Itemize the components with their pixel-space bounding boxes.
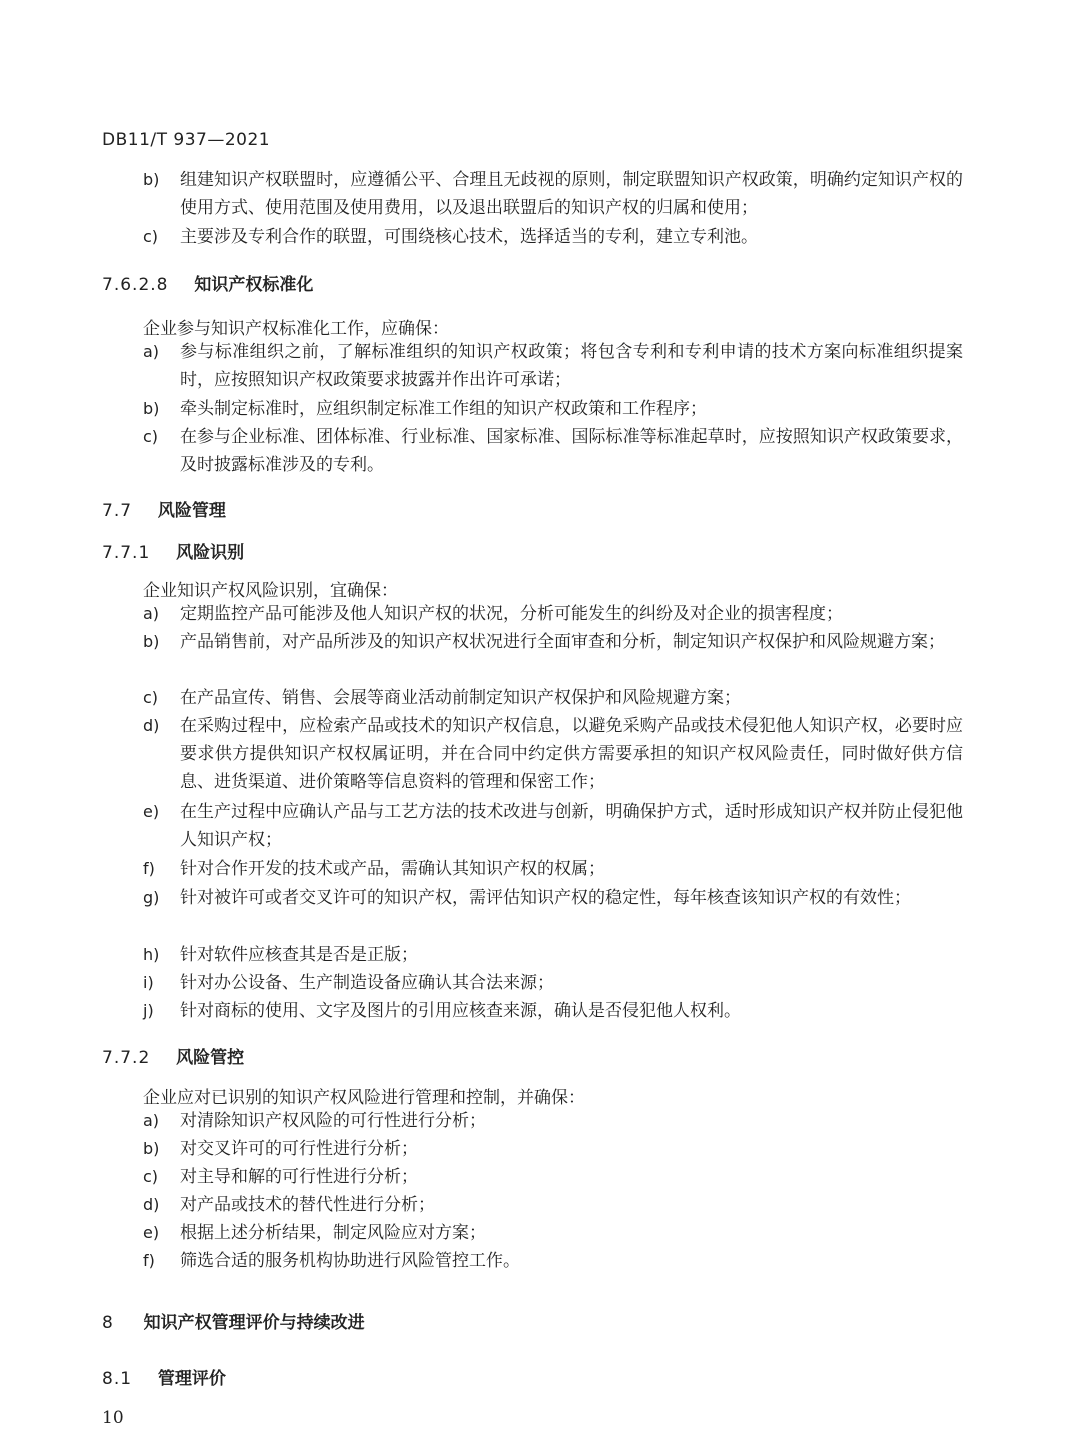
list-marker: b)	[143, 1139, 160, 1158]
list-marker: d)	[143, 716, 160, 735]
section-number: 7.6.2.8	[102, 275, 169, 295]
section-intro: 企业参与知识产权标准化工作，应确保：	[143, 319, 449, 339]
list-item	[143, 997, 963, 1025]
list-text: 牵头制定标准时，应组织制定标准工作组的知识产权政策和工作程序；	[180, 399, 707, 419]
list-text: 筛选合适的服务机构协助进行风险管控工作。	[180, 1251, 520, 1271]
list-text: 针对被许可或者交叉许可的知识产权，需评估知识产权的稳定性，每年核查该知识产权的有效性；	[180, 888, 911, 908]
section-title: 知识产权管理评价与持续改进	[143, 1313, 365, 1333]
list-marker: g)	[143, 888, 160, 907]
section-heading-7-7	[102, 496, 226, 521]
list-marker: h)	[143, 945, 160, 964]
list-item	[143, 166, 963, 222]
list-marker: e)	[143, 1223, 160, 1242]
list-text: 针对商标的使用、文字及图片的引用应核查来源，确认是否侵犯他人权利。	[180, 1001, 741, 1021]
list-marker: d)	[143, 1195, 160, 1214]
list-item	[143, 338, 963, 394]
list-item	[143, 600, 963, 628]
list-marker: a)	[143, 1111, 160, 1130]
list-text: 对清除知识产权风险的可行性进行分析；	[180, 1111, 486, 1131]
list-text: 对产品或技术的替代性进行分析；	[180, 1195, 435, 1215]
document-code: DB11/T 937—2021	[102, 130, 271, 150]
list-marker: a)	[143, 604, 160, 623]
list-item	[143, 1191, 963, 1219]
section-number: 7.7.2	[102, 1048, 151, 1068]
list-marker: b)	[143, 170, 160, 189]
list-item	[143, 1135, 963, 1163]
list-item	[143, 941, 963, 969]
list-marker: f)	[143, 859, 155, 878]
section-heading-7-7-1	[102, 538, 244, 563]
list-text: 针对合作开发的技术或产品，需确认其知识产权的权属；	[180, 859, 605, 879]
list-item	[143, 884, 963, 912]
list-marker: e)	[143, 802, 160, 821]
list-text: 参与标准组织之前，了解标准组织的知识产权政策；将包含专利和专利申请的技术方案向标准组织提案时，应按照知识产权政策要求披露并作出许可承诺；	[180, 342, 963, 390]
list-text: 针对软件应核查其是否是正版；	[180, 945, 418, 965]
list-marker: f)	[143, 1251, 155, 1270]
list-marker: c)	[143, 688, 159, 707]
list-text: 产品销售前，对产品所涉及的知识产权状况进行全面审查和分析，制定知识产权保护和风险规避方案；	[180, 632, 945, 652]
list-text: 在采购过程中，应检索产品或技术的知识产权信息，以避免采购产品或技术侵犯他人知识产权，必要时应要求供方提供知识产权权属证明，并在合同中约定供方需要承担的知识产权风险责任，同时做好供方信息、进货渠道、进价策略等信息资料的管理和保密工作；	[180, 716, 963, 792]
section-heading-7-7-2	[102, 1043, 244, 1068]
section-title: 知识产权标准化	[194, 275, 314, 295]
list-item	[143, 1163, 963, 1191]
list-text: 根据上述分析结果，制定风险应对方案；	[180, 1223, 486, 1243]
list-item	[143, 628, 963, 656]
section-number: 8	[102, 1313, 114, 1333]
list-text: 针对办公设备、生产制造设备应确认其合法来源；	[180, 973, 554, 993]
list-text: 对主导和解的可行性进行分析；	[180, 1167, 418, 1187]
list-text: 定期监控产品可能涉及他人知识产权的状况，分析可能发生的纠纷及对企业的损害程度；	[180, 604, 843, 624]
list-item	[143, 798, 963, 854]
list-marker: j)	[143, 1001, 154, 1020]
list-marker: i)	[143, 973, 154, 992]
list-marker: c)	[143, 427, 159, 446]
section-title: 管理评价	[157, 1369, 226, 1389]
list-item	[143, 223, 963, 251]
list-item	[143, 1247, 963, 1275]
section-heading-7-6-2-8	[102, 270, 313, 295]
list-text: 组建知识产权联盟时，应遵循公平、合理且无歧视的原则，制定联盟知识产权政策，明确约定知识产权的使用方式、使用范围及使用费用，以及退出联盟后的知识产权的归属和使用；	[180, 170, 963, 218]
section-title: 风险管控	[176, 1048, 245, 1068]
section-title: 风险管理	[157, 501, 226, 521]
list-marker: c)	[143, 227, 159, 246]
chapter-heading-8	[102, 1308, 365, 1333]
list-marker: c)	[143, 1167, 159, 1186]
list-item	[143, 423, 963, 479]
section-intro: 企业应对已识别的知识产权风险进行管理和控制，并确保：	[143, 1088, 585, 1108]
list-item	[143, 1107, 963, 1135]
list-text: 在产品宣传、销售、会展等商业活动前制定知识产权保护和风险规避方案；	[180, 688, 741, 708]
section-title: 风险识别	[176, 543, 245, 563]
list-text: 在生产过程中应确认产品与工艺方法的技术改进与创新，明确保护方式，适时形成知识产权并防止侵犯他人知识产权；	[180, 802, 963, 850]
section-number: 7.7.1	[102, 543, 151, 563]
list-marker: b)	[143, 399, 160, 418]
list-item	[143, 712, 963, 796]
list-item	[143, 969, 963, 997]
section-heading-8-1	[102, 1364, 226, 1389]
list-item	[143, 855, 963, 883]
section-number: 7.7	[102, 501, 133, 521]
list-marker: b)	[143, 632, 160, 651]
list-text: 对交叉许可的可行性进行分析；	[180, 1139, 418, 1159]
page-number: 10	[102, 1408, 124, 1428]
section-number: 8.1	[102, 1369, 133, 1389]
list-item	[143, 395, 963, 423]
section-intro: 企业知识产权风险识别，宜确保：	[143, 581, 398, 601]
list-item	[143, 684, 963, 712]
list-marker: a)	[143, 342, 160, 361]
list-text: 主要涉及专利合作的联盟，可围绕核心技术，选择适当的专利，建立专利池。	[180, 227, 758, 247]
list-text: 在参与企业标准、团体标准、行业标准、国家标准、国际标准等标准起草时，应按照知识产权政策要求，及时披露标准涉及的专利。	[180, 427, 963, 475]
list-item	[143, 1219, 963, 1247]
